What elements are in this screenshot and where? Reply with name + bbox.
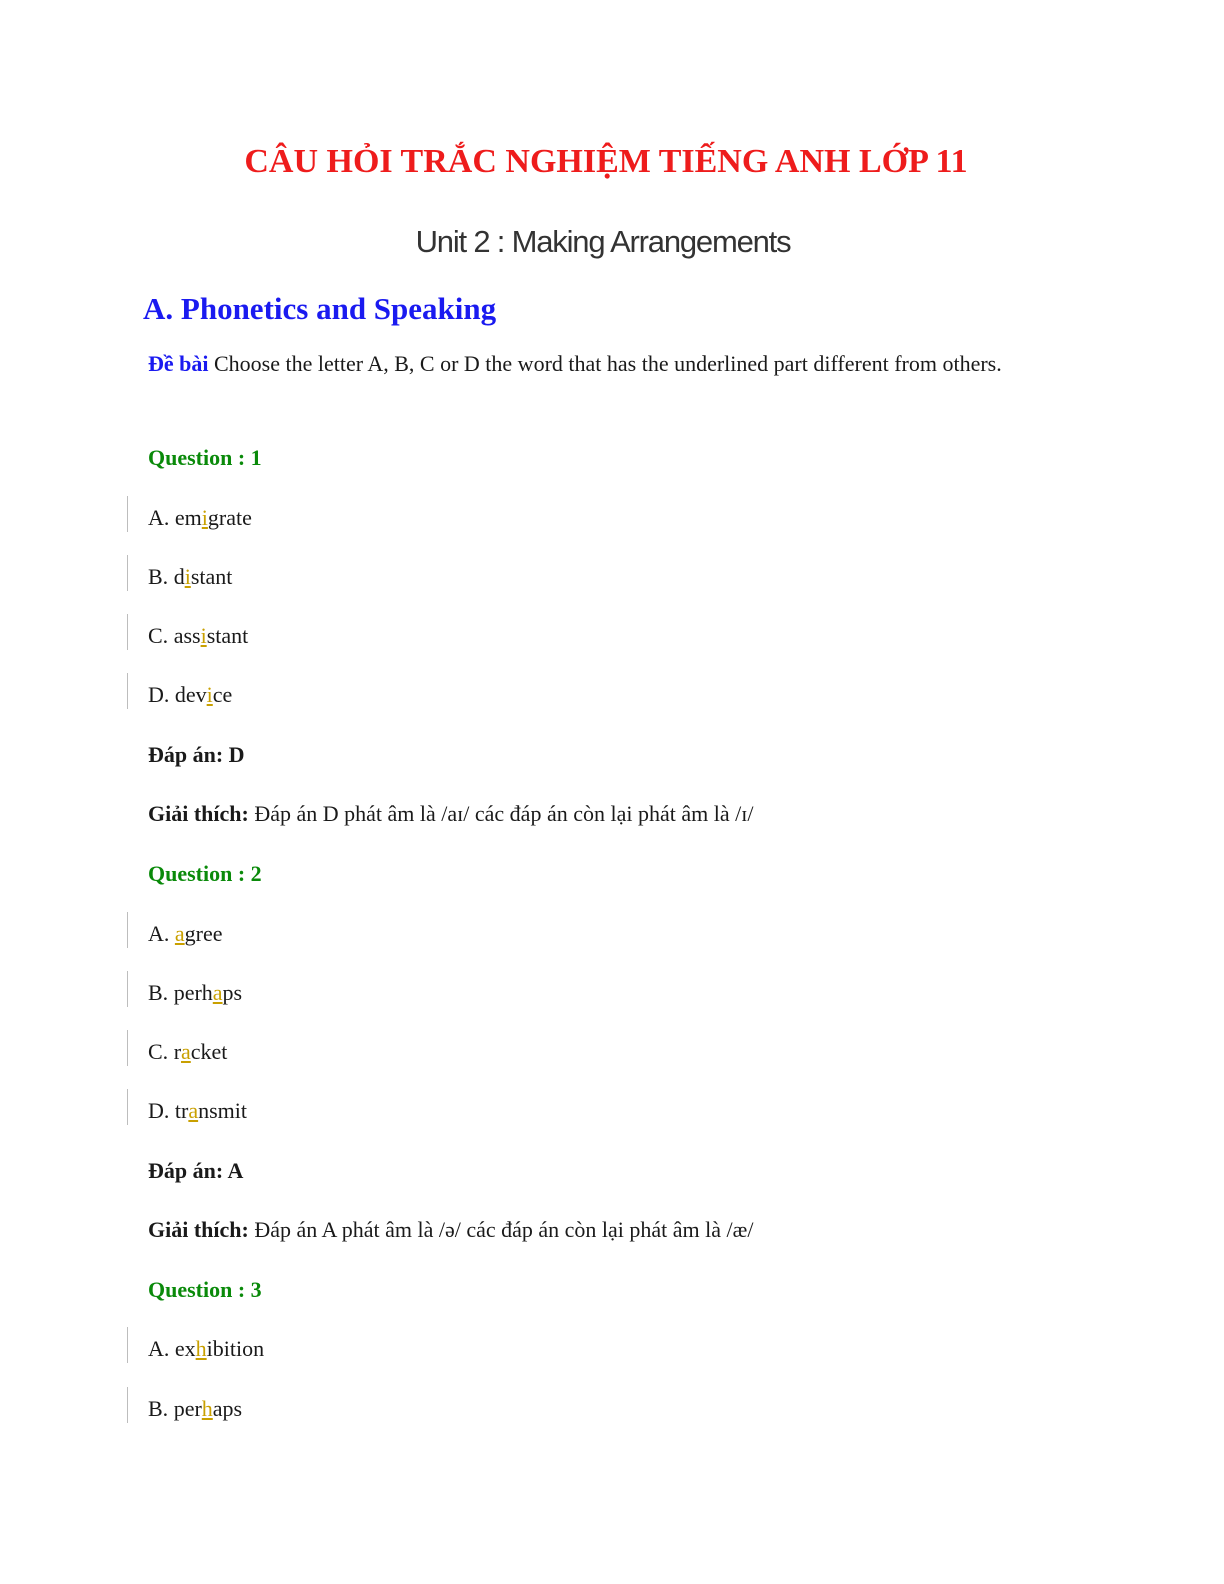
instructions-lead: Đề bài [148,351,209,376]
option-marker [127,555,128,591]
option-item: B. distant [148,564,233,589]
document-title: CÂU HỎI TRẮC NGHIỆM TIẾNG ANH LỚP 11 [244,143,968,180]
option-item: D. transmit [148,1098,248,1123]
instructions-text: Choose the letter A, B, C or D the word that has the underlined part different from others. [214,351,1002,376]
underlined-part: a [188,1098,199,1123]
option-item: B. perhaps [148,1396,243,1421]
answer-line: Đáp án: A [148,1158,244,1183]
option-marker [127,1387,128,1423]
option-marker [127,971,128,1007]
underlined-part: h [201,1396,213,1421]
underlined-part: h [195,1336,207,1361]
option-item: D. device [148,682,233,707]
explanation-line: Giải thích: Đáp án A phát âm là /ə/ các đáp án còn lại phát âm là /æ/ [148,1217,754,1242]
option-item: B. perhaps [148,980,243,1005]
underlined-part: i [201,505,208,530]
option-item: A. exhibition [148,1336,265,1361]
option-item: C. racket [148,1039,228,1064]
underlined-part: a [174,921,185,946]
underlined-part: i [184,564,191,589]
option-item: A. emigrate [148,505,252,530]
instructions-paragraph [148,346,1063,382]
underlined-part: i [206,682,213,707]
section-heading-phonetics: A. Phonetics and Speaking [143,291,497,326]
option-marker [127,912,128,948]
underlined-part: a [181,1039,191,1064]
option-marker [127,614,128,650]
option-marker [127,1030,128,1066]
question-heading: Question : 1 [148,445,262,470]
option-item: A. agree [148,921,223,946]
unit-subtitle: Unit 2 : Making Arrangements [415,224,791,259]
option-marker [127,1089,128,1125]
explanation-line: Giải thích: Đáp án D phát âm là /aɪ/ các đáp án còn lại phát âm là /ɪ/ [148,801,754,826]
option-item: C. assistant [148,623,249,648]
question-heading: Question : 2 [148,861,262,886]
option-marker [127,496,128,532]
option-marker [127,673,128,709]
option-marker [127,1327,128,1363]
question-heading: Question : 3 [148,1277,262,1302]
underlined-part: a [212,980,223,1005]
underlined-part: i [200,623,207,648]
answer-line: Đáp án: D [148,742,245,767]
